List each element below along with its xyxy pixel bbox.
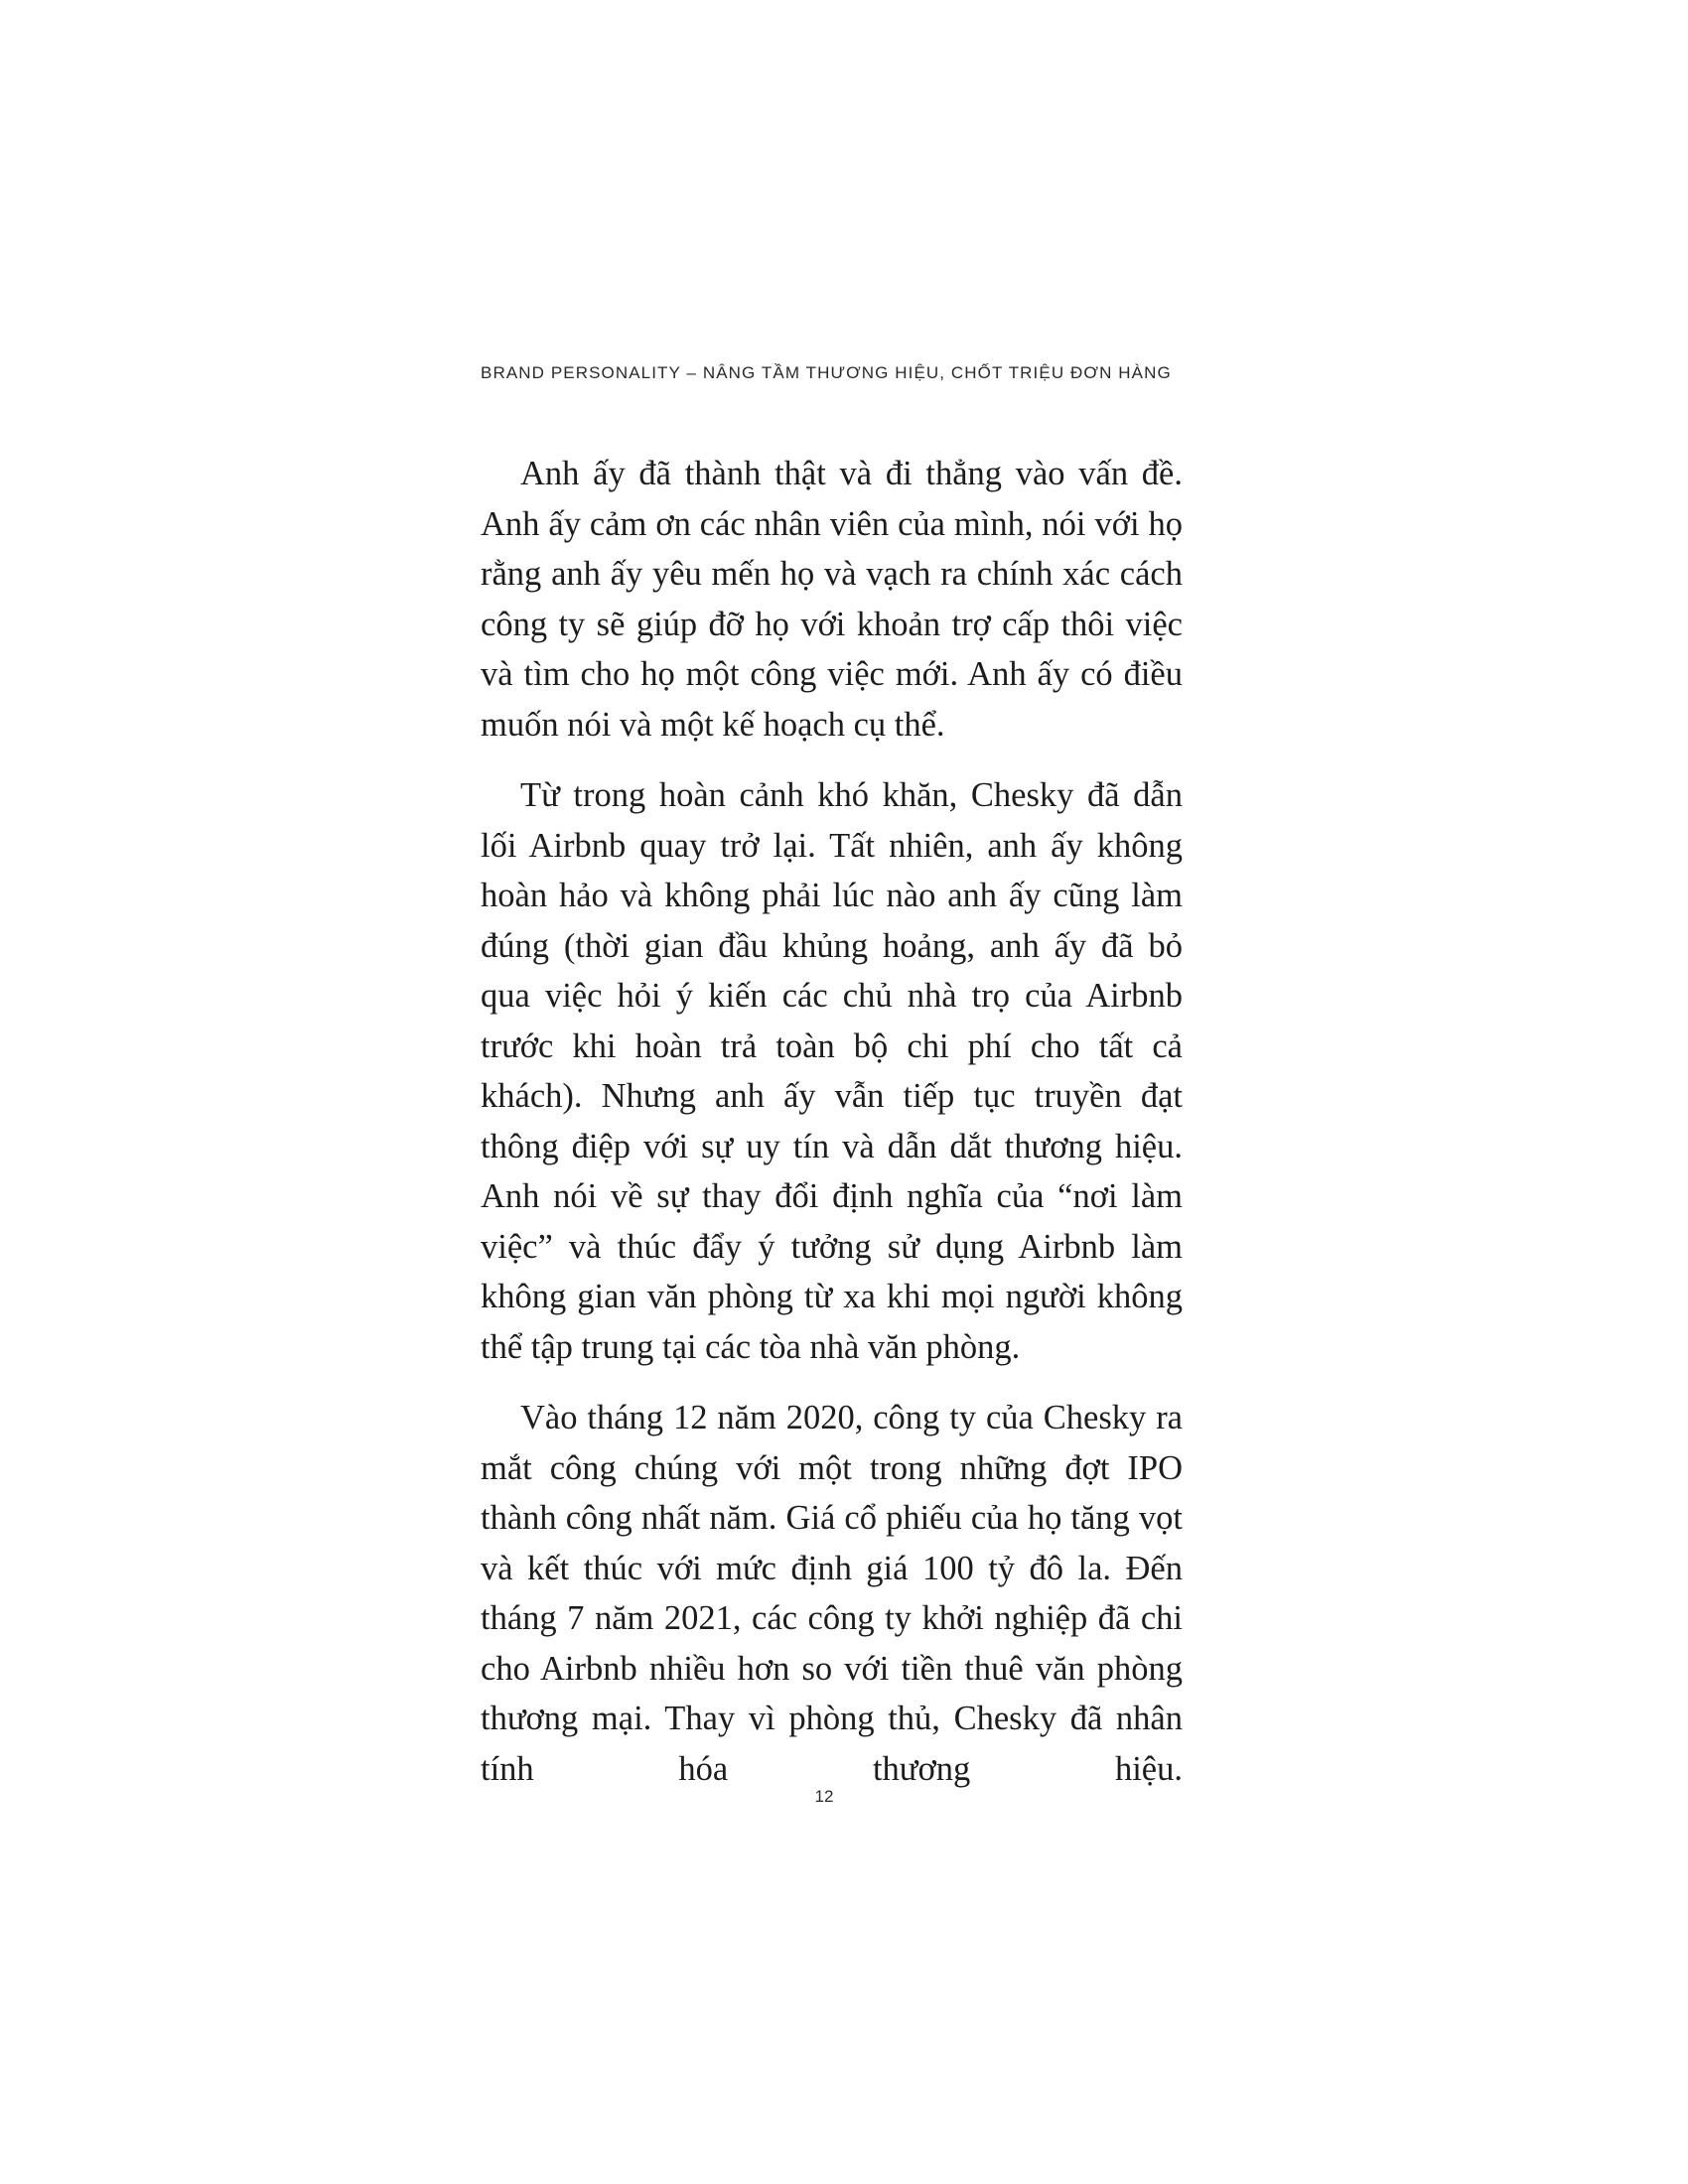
paragraph: Anh ấy đã thành thật và đi thẳng vào vấn đề. Anh ấy cảm ơn các nhân viên của mình, nói với họ rằng anh ấy yêu mến họ và vạch ra chính xác cách công ty sẽ giúp đỡ họ với khoản trợ cấp thôi việc và tìm cho họ một công việc mới. Anh ấy có điều muốn nói và một kế hoạch cụ thể. [481,455,1183,744]
paragraph: Vào tháng 12 năm 2020, công ty của Chesky ra mắt công chúng với một trong những đợt IPO thành công nhất năm. Giá cổ phiếu của họ tăng vọt và kết thúc với mức định giá 100 tỷ đô la. Đến tháng 7 năm 2021, các công ty khởi nghiệp đã chi cho Airbnb nhiều hơn so với tiền thuê văn phòng thương mại. Thay vì phòng thủ, Chesky đã nhân tính hóa thương hiệu. [481,1399,1183,1788]
running-header: BRAND PERSONALITY – NÂNG TẦM THƯƠNG HIỆU, CHỐT TRIỆU ĐƠN HÀNG [481,363,1172,382]
page-number: 12 [814,1787,834,1806]
paragraph: Từ trong hoàn cảnh khó khăn, Chesky đã dẫn lối Airbnb quay trở lại. Tất nhiên, anh ấy không hoàn hảo và không phải lúc nào anh ấy cũng làm đúng (thời gian đầu khủng hoảng, anh ấy đã bỏ qua việc hỏi ý kiến các chủ nhà trọ của Airbnb trước khi hoàn trả toàn bộ chi phí cho tất cả khách). Nhưng anh ấy vẫn tiếp tục truyền đạt thông điệp với sự uy tín và dẫn dắt thương hiệu. Anh nói về sự thay đổi định nghĩa của “nơi làm việc” và thúc đẩy ý tưởng sử dụng Airbnb làm không gian văn phòng từ xa khi mọi người không thể tập trung tại các tòa nhà văn phòng. [481,776,1183,1366]
body-text [481,449,1183,1815]
